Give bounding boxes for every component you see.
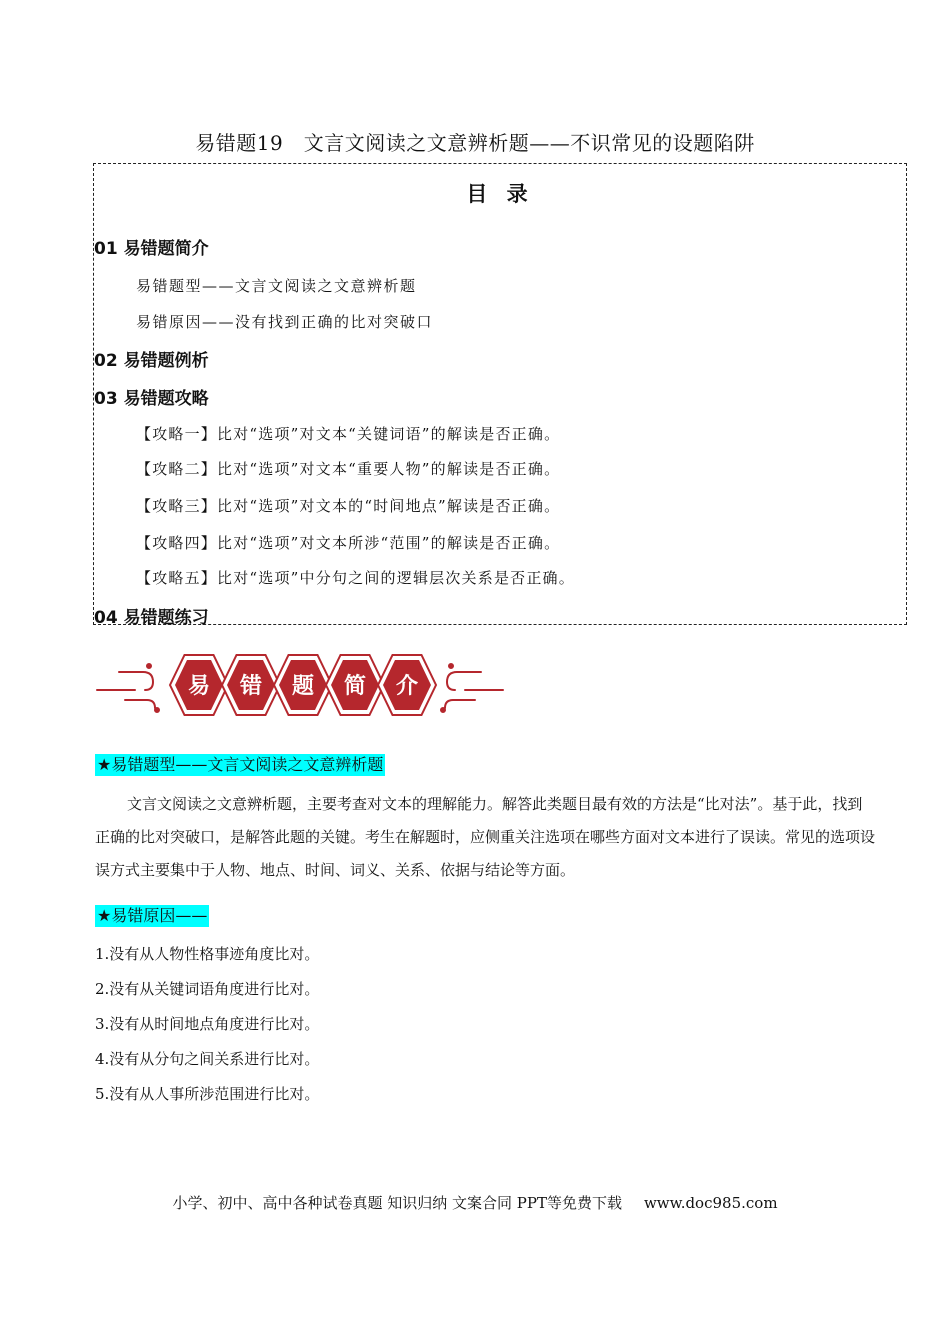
toc-item-type: 易错题型——文言文阅读之文意辨析题 — [136, 277, 417, 295]
left-swirl-ornament — [97, 664, 159, 712]
toc-item-reason: 易错原因——没有找到正确的比对突破口 — [136, 313, 434, 331]
reason-item-2: 2.没有从关键词语角度进行比对。 — [95, 980, 320, 998]
toc-strategy-2: 【攻略二】比对“选项”对文本“重要人物”的解读是否正确。 — [136, 460, 561, 478]
banner-char: 简 — [343, 674, 367, 699]
toc-section-01: 01 易错题简介 — [94, 239, 209, 259]
error-reason-heading: ★易错原因—— — [97, 906, 208, 925]
toc-heading: 目 录 — [466, 182, 534, 206]
reason-item-4: 4.没有从分句之间关系进行比对。 — [95, 1050, 320, 1068]
banner-char: 介 — [395, 674, 419, 699]
toc-strategy-3: 【攻略三】比对“选项”对文本的“时间地点”解读是否正确。 — [136, 497, 561, 515]
right-swirl-ornament — [441, 664, 503, 712]
banner-char: 易 — [187, 674, 211, 699]
reason-item-5: 5.没有从人事所涉范围进行比对。 — [95, 1085, 320, 1103]
footer-url[interactable]: www.doc985.com — [643, 1194, 778, 1212]
footer — [0, 1192, 950, 1213]
banner-char: 题 — [291, 674, 315, 699]
reason-item-1: 1.没有从人物性格事迹角度比对。 — [95, 945, 320, 963]
toc-section-02: 02 易错题例析 — [94, 351, 209, 371]
reason-item-3: 3.没有从时间地点角度进行比对。 — [95, 1015, 320, 1033]
toc-strategy-1: 【攻略一】比对“选项”对文本“关键词语”的解读是否正确。 — [136, 425, 561, 443]
page-title: 易错题19 文言文阅读之文意辨析题——不识常见的设题陷阱 — [195, 131, 755, 155]
toc-section-04: 04 易错题练习 — [94, 608, 209, 628]
banner-char: 错 — [239, 674, 263, 699]
toc-strategy-5: 【攻略五】比对“选项”中分句之间的逻辑层次关系是否正确。 — [136, 569, 575, 587]
footer-text: 小学、初中、高中各种试卷真题 知识归纳 文案合同 PPT等免费下载 — [172, 1194, 622, 1212]
toc-strategy-4: 【攻略四】比对“选项”对文本所涉“范围”的解读是否正确。 — [136, 534, 561, 552]
toc-section-03: 03 易错题攻略 — [94, 389, 209, 409]
section-banner — [95, 652, 515, 718]
error-type-heading: ★易错题型——文言文阅读之文意辨析题 — [97, 755, 384, 774]
table-of-contents — [93, 163, 907, 628]
intro-paragraph: 文言文阅读之文意辨析题，主要考查对文本的理解能力。解答此类题目最有效的方法是“比对法”。基于此，找到正确的比对突破口，是解答此题的关键。考生在解题时，应侧重关注选项在哪些方面对文本进行了误读。常见的选项设误方式主要集中于人物、地点、时间、词义、关系、依据与结论等方面。 — [95, 795, 876, 879]
